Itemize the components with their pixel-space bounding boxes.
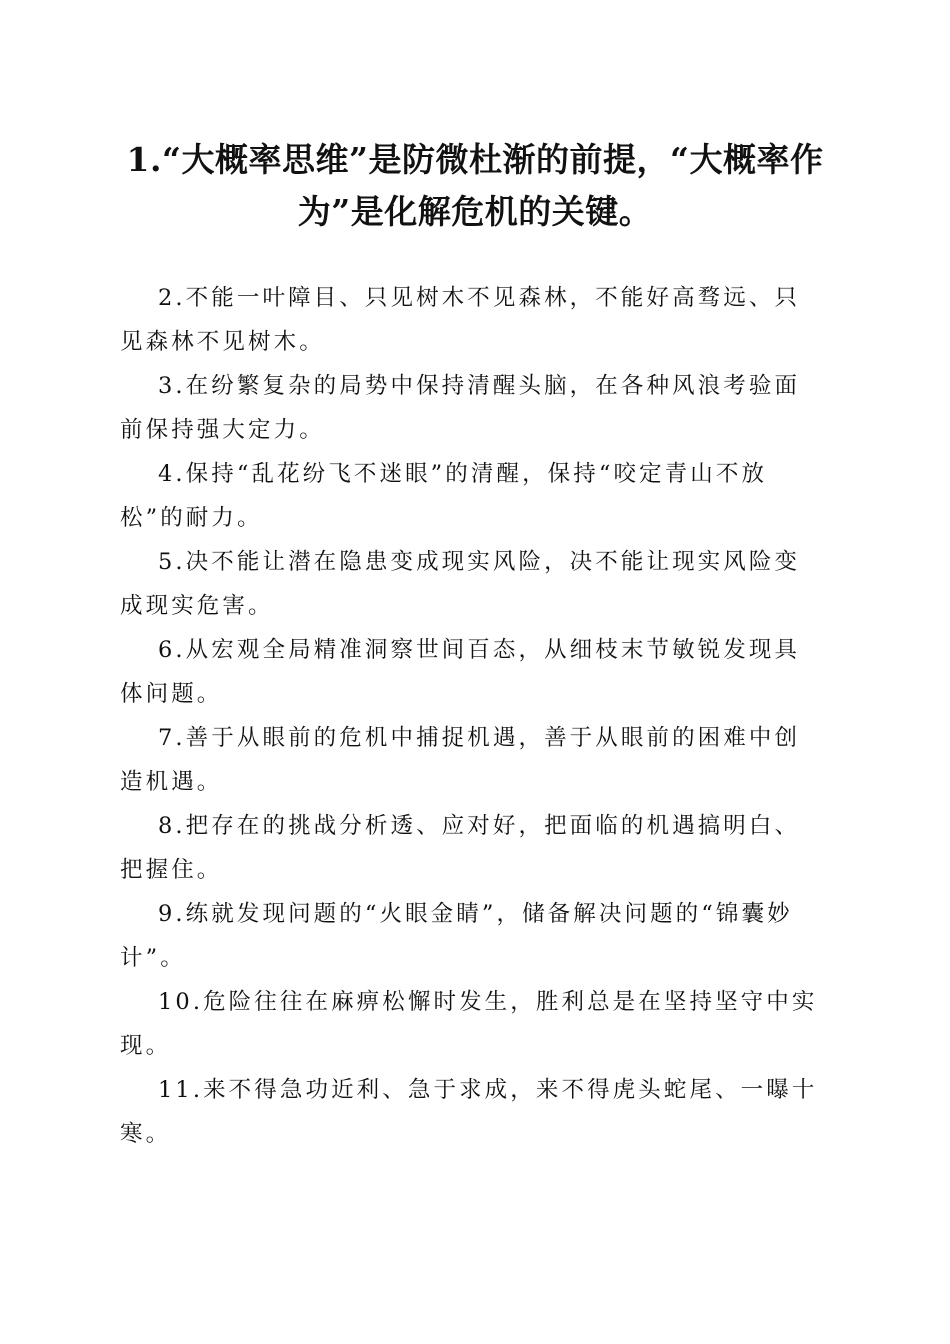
list-item: 11.来不得急功近利、急于求成，来不得虎头蛇尾、一曝十寒。 xyxy=(120,1077,818,1147)
list-item: 8.把存在的挑战分析透、应对好，把面临的机遇搞明白、把握住。 xyxy=(120,813,801,883)
list-item: 9.练就发现问题的“火眼金睛”，储备解决问题的“锦囊妙计”。 xyxy=(120,901,793,971)
sentence-list xyxy=(120,276,825,1156)
document-title: 1.“大概率思维”是防微杜渐的前提，“大概率作为”是化解危机的关键。 xyxy=(126,140,824,231)
list-item: 2.不能一叶障目、只见树木不见森林，不能好高骛远、只见森林不见树木。 xyxy=(120,285,801,355)
list-item: 7.善于从眼前的危机中捕捉机遇，善于从眼前的困难中创造机遇。 xyxy=(120,725,801,795)
list-item: 6.从宏观全局精准洞察世间百态，从细枝末节敏锐发现具体问题。 xyxy=(120,637,801,707)
list-item: 5.决不能让潜在隐患变成现实风险，决不能让现实风险变成现实危害。 xyxy=(120,549,801,619)
list-item: 3.在纷繁复杂的局势中保持清醒头脑，在各种风浪考验面前保持强大定力。 xyxy=(120,373,801,443)
list-item: 4.保持“乱花纷飞不迷眼”的清醒，保持“咬定青山不放松”的耐力。 xyxy=(120,461,768,531)
list-item: 10.危险往往在麻痹松懈时发生，胜利总是在坚持坚守中实现。 xyxy=(120,989,818,1059)
